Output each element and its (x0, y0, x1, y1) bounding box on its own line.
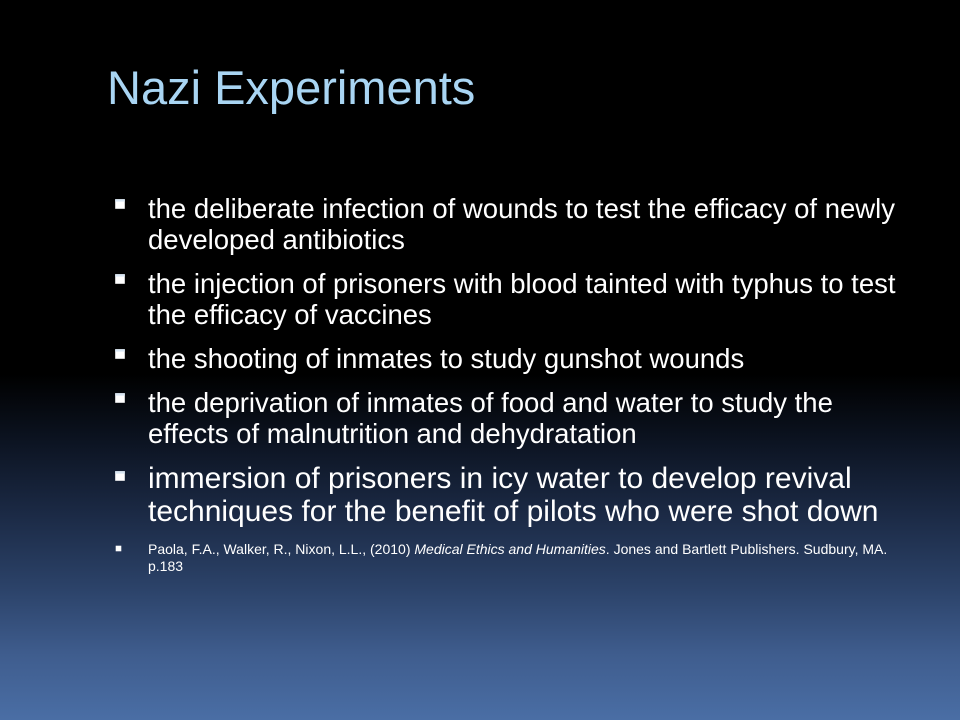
reference-book-title: Medical Ethics and Humanities (414, 541, 606, 557)
square-bullet-icon (114, 198, 126, 210)
bullet-item (112, 462, 912, 528)
square-bullet-icon (114, 392, 126, 404)
bullet-text: immersion of prisoners in icy water to develop revival techniques for the benefit of pilots who were shot down (148, 462, 879, 528)
reference-item (112, 541, 912, 575)
reference-prefix: Paola, F.A., Walker, R., Nixon, L.L., (2010) (148, 541, 415, 557)
bullet-item (112, 343, 912, 374)
slide-title: Nazi Experiments (107, 61, 476, 114)
square-bullet-icon (115, 545, 122, 552)
bullet-text: the shooting of inmates to study gunshot wounds (148, 343, 745, 374)
square-bullet-icon (114, 273, 126, 285)
bullet-list (112, 193, 912, 588)
reference-suffix: . Jones and Bartlett Publishers. Sudbury, MA. p.183 (148, 541, 888, 574)
square-bullet-icon (114, 470, 126, 482)
bullet-text: the deprivation of inmates of food and water to study the effects of malnutrition and dehydratation (148, 387, 833, 449)
bullet-item (112, 387, 912, 449)
bullet-text: the injection of prisoners with blood tainted with typhus to test the efficacy of vaccines (148, 268, 896, 330)
bullet-item (112, 268, 912, 330)
bullet-item (112, 193, 912, 255)
square-bullet-icon (114, 348, 126, 360)
bullet-text: the deliberate infection of wounds to test the efficacy of newly developed antibiotics (148, 193, 896, 255)
